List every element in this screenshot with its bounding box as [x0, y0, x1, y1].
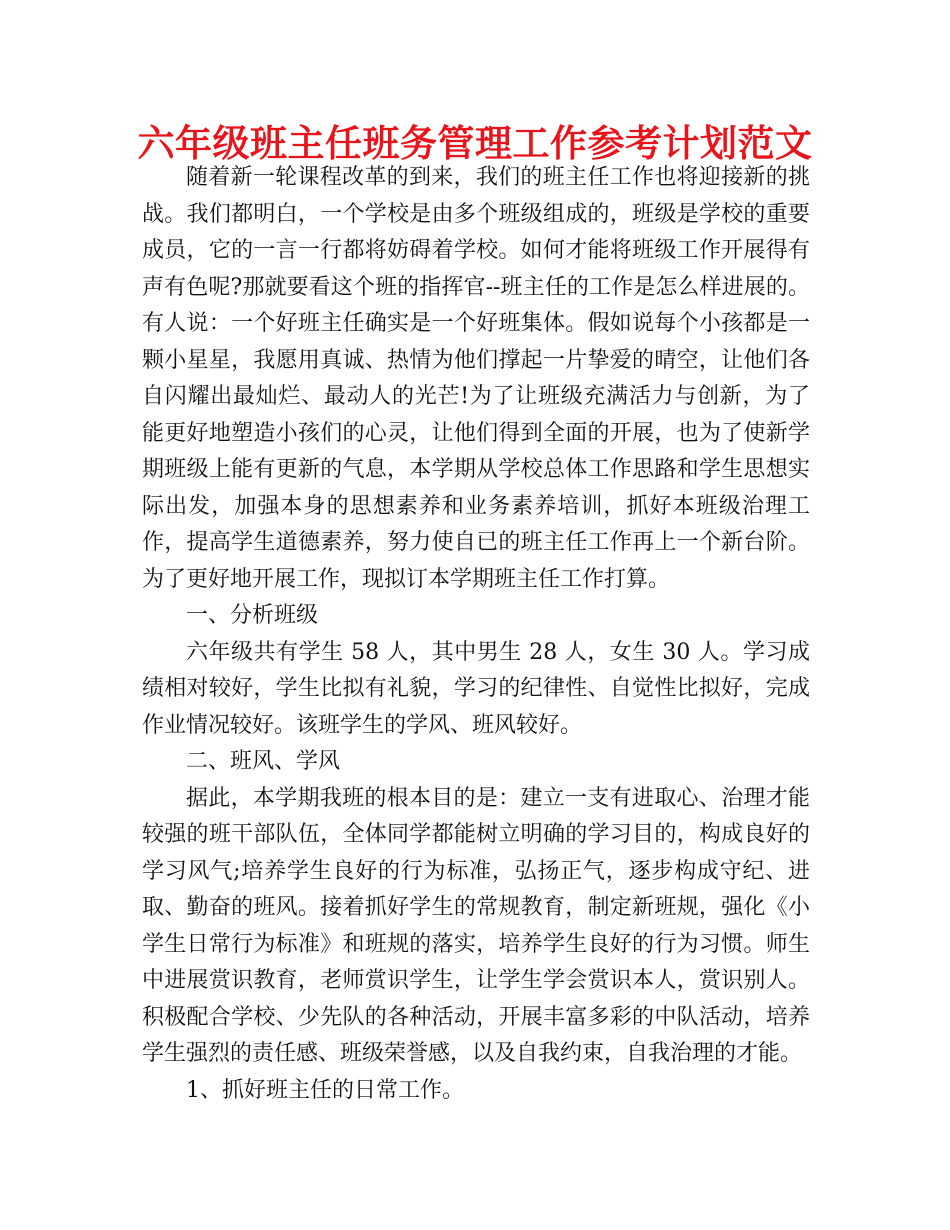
document-title: 六年级班主任班务管理工作参考计划范文 [137, 121, 813, 165]
document-body [142, 160, 810, 1109]
intro-paragraph: 随着新一轮课程改革的到来，我们的班主任工作也将迎接新的挑战。我们都明白，一个学校是由多个班级组成的，班级是学校的重要成员，它的一言一行都将妨碍着学校。如何才能将班级工作开展得有声有色呢?那就要看这个班的指挥官--班主任的工作是怎么样进展的。有人说：一个好班主任确实是一个好班集体。假如说每个小孩都是一颗小星星，我愿用真诚、热情为他们撑起一片挚爱的晴空，让他们各自闪耀出最灿烂、最动人的光芒!为了让班级充满活力与创新，为了能更好地塑造小孩们的心灵，让他们得到全面的开展，也为了使新学期班级上能有更新的气息，本学期从学校总体工作思路和学生思想实际出发，加强本身的思想素养和业务素养培训，抓好本班级治理工作，提高学生道德素养，努力使自已的班主任工作再上一个新台阶。为了更好地开展工作，现拟订本学期班主任工作打算。 [142, 165, 810, 592]
class-analysis-paragraph: 六年级共有学生 58 人，其中男生 28 人，女生 30 人。学习成绩相对较好，学生比拟有礼貌，学习的纪律性、自觉性比拟好，完成作业情况较好。该班学生的学风、班风较好。 [142, 639, 810, 738]
section-heading-class-style: 二、班风、学风 [186, 749, 341, 774]
subsection-heading-daily-work: 1、抓好班主任的日常工作。 [186, 1077, 464, 1103]
section-heading-class-analysis: 一、分析班级 [186, 603, 319, 628]
class-style-paragraph: 据此，本学期我班的根本目的是：建立一支有进取心、治理才能较强的班干部队伍，全体同学都能树立明确的学习目的，构成良好的学习风气;培养学生良好的行为标准，弘扬正气，逐步构成守纪、进取、勤奋的班风。接着抓好学生的常规教育，制定新班规，强化《小学生日常行为标准》和班规的落实，培养学生良好的行为习惯。师生中进展赏识教育，老师赏识学生，让学生学会赏识本人，赏识别人。积极配合学校、少先队的各种活动，开展丰富多彩的中队活动，培养学生强烈的责任感、班级荣誉感，以及自我约束，自我治理的才能。 [142, 785, 810, 1066]
